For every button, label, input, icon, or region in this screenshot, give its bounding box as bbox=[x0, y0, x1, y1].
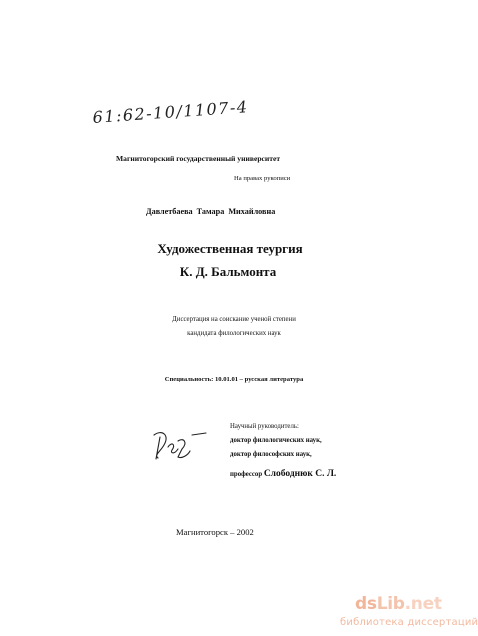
supervisor-name-line bbox=[230, 463, 336, 481]
handwritten-archive-code: 61:62-10/1107-4 bbox=[92, 97, 250, 127]
title-line-2: К. Д. Бальмонта bbox=[179, 264, 277, 279]
logo-net: .net bbox=[404, 594, 442, 614]
degree-line-1: Диссертация на соискание ученой степени bbox=[172, 316, 296, 323]
dslib-logo[interactable] bbox=[355, 594, 442, 614]
supervisor-title: профессор bbox=[230, 471, 264, 478]
supervisor-heading: Научный руководитель: bbox=[230, 423, 299, 430]
title-line-1: Художественная теургия bbox=[157, 241, 303, 256]
logo-lib: Lib bbox=[376, 594, 405, 614]
rights-note: На правах рукописи bbox=[234, 175, 291, 182]
university-name: Магнитогорский государственный университет bbox=[116, 154, 281, 163]
supervisor-degree-1: доктор филологических наук, bbox=[230, 437, 322, 444]
supervisor-name: Слободнюк С. Л. bbox=[263, 469, 337, 479]
degree-line-2: кандидата филологических наук bbox=[187, 330, 281, 337]
watermark-subtitle: библиотека диссертаций bbox=[340, 617, 478, 628]
handwritten-signature bbox=[148, 425, 212, 465]
logo-ds: ds bbox=[355, 594, 377, 614]
specialty: Специальность: 10.01.01 – русская литература bbox=[164, 376, 304, 383]
supervisor-degree-2: доктор философских наук, bbox=[230, 451, 312, 458]
city-year: Магнитогорск – 2002 bbox=[176, 527, 254, 537]
author-name: Давлетбаева Тамара Михайловна bbox=[146, 207, 276, 216]
